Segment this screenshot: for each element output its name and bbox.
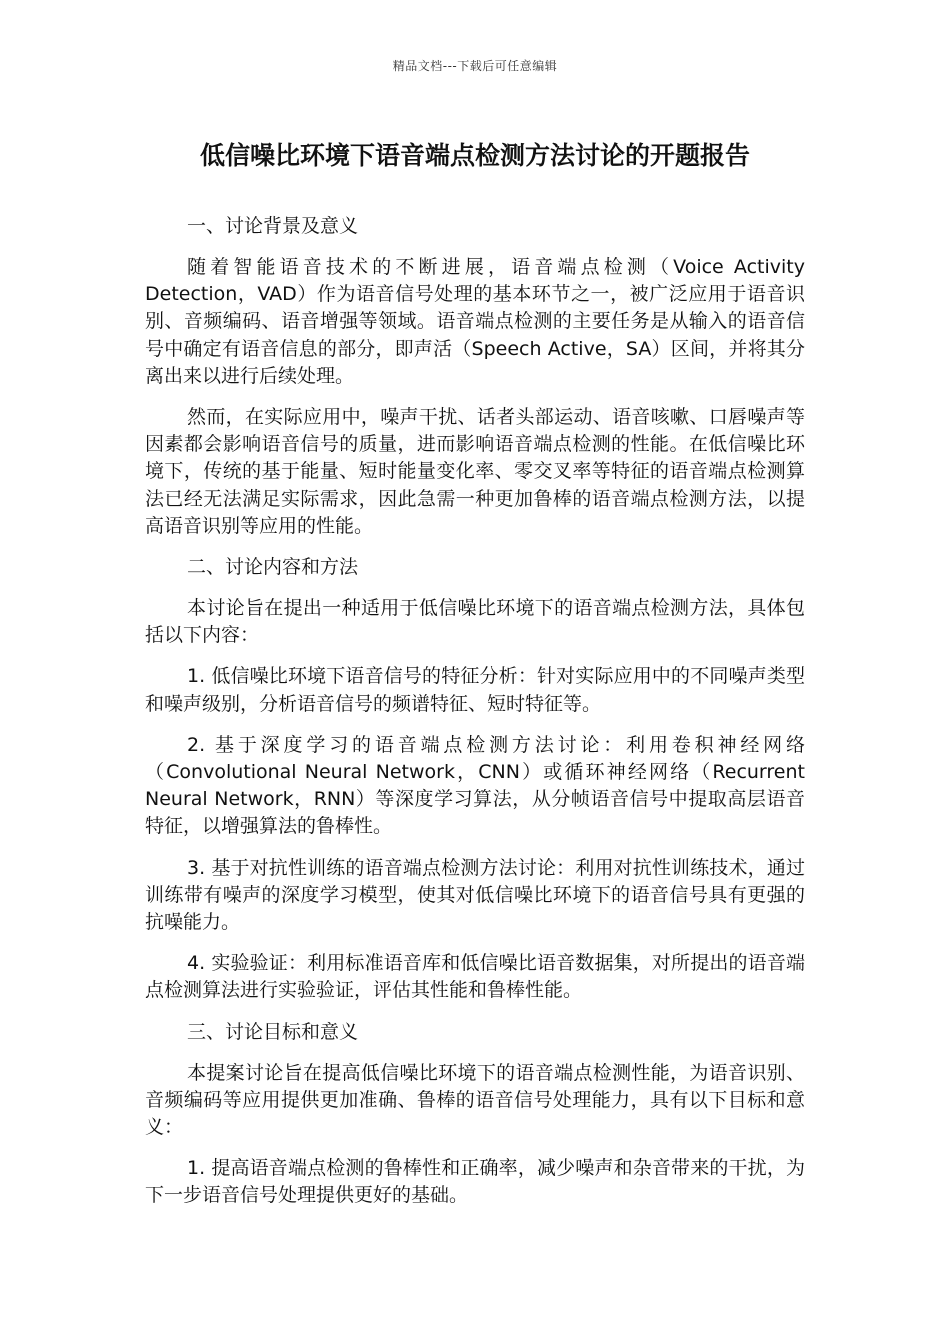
paragraph: 本提案讨论旨在提高低信噪比环境下的语音端点检测性能，为语音识别、音频编码等应用提供更加准确、鲁棒的语音信号处理能力，具有以下目标和意义： — [145, 1061, 805, 1139]
paragraph: 然而，在实际应用中，噪声干扰、话者头部运动、语音咳嗽、口唇噪声等因素都会影响语音信号的质量，进而影响语音端点检测的性能。在低信噪比环境下，传统的基于能量、短时能量变化率、零交叉率等特征的语音端点检测算法已经无法满足实际需求，因此急需一种更加鲁棒的语音端点检测方法，以提高语音识别等应用的性能。 — [145, 406, 805, 537]
list-item: 4. 实验验证：利用标准语音库和低信噪比语音数据集，对所提出的语音端点检测算法进行实验验证，评估其性能和鲁棒性能。 — [145, 952, 805, 1002]
paragraph: 本讨论旨在提出一种适用于低信噪比环境下的语音端点检测方法，具体包括以下内容： — [145, 597, 805, 647]
list-item: 2. 基于深度学习的语音端点检测方法讨论：利用卷积神经网络（Convolutional Neural Network，CNN）或循环神经网络（Recurrent Neural Network，RNN）等深度学习算法，从分帧语音信号中提取高层语音特征，以增强算法的鲁棒性。 — [145, 733, 805, 838]
section-content-methods — [145, 554, 805, 1005]
paragraph: 随着智能语音技术的不断进展，语音端点检测（Voice Activity Detection，VAD）作为语音信号处理的基本环节之一，被广泛应用于语音识别、音频编码、语音增强等领域。语音端点检测的主要任务是从输入的语音信号中确定有语音信息的部分，即声活（Speech Active，SA）区间，并将其分离出来以进行后续处理。 — [145, 256, 805, 387]
section-heading: 一、讨论背景及意义 — [187, 215, 359, 237]
section-heading: 二、讨论内容和方法 — [187, 556, 359, 579]
section-goals — [145, 1019, 805, 1210]
document-title: 低信噪比环境下语音端点检测方法讨论的开题报告 — [199, 141, 750, 170]
section-background — [145, 213, 805, 540]
list-item: 1. 低信噪比环境下语音信号的特征分析：针对实际应用中的不同噪声类型和噪声级别，分析语音信号的频谱特征、短时特征等。 — [145, 665, 805, 715]
list-item: 1. 提高语音端点检测的鲁棒性和正确率，减少噪声和杂音带来的干扰，为下一步语音信号处理提供更好的基础。 — [145, 1157, 805, 1207]
section-heading: 三、讨论目标和意义 — [187, 1020, 359, 1043]
document-body — [145, 213, 805, 1224]
header-note: 精品文档---下载后可任意编辑 — [392, 59, 558, 73]
list-item: 3. 基于对抗性训练的语音端点检测方法讨论：利用对抗性训练技术，通过训练带有噪声的深度学习模型，使其对低信噪比环境下的语音信号具有更强的抗噪能力。 — [145, 856, 805, 934]
